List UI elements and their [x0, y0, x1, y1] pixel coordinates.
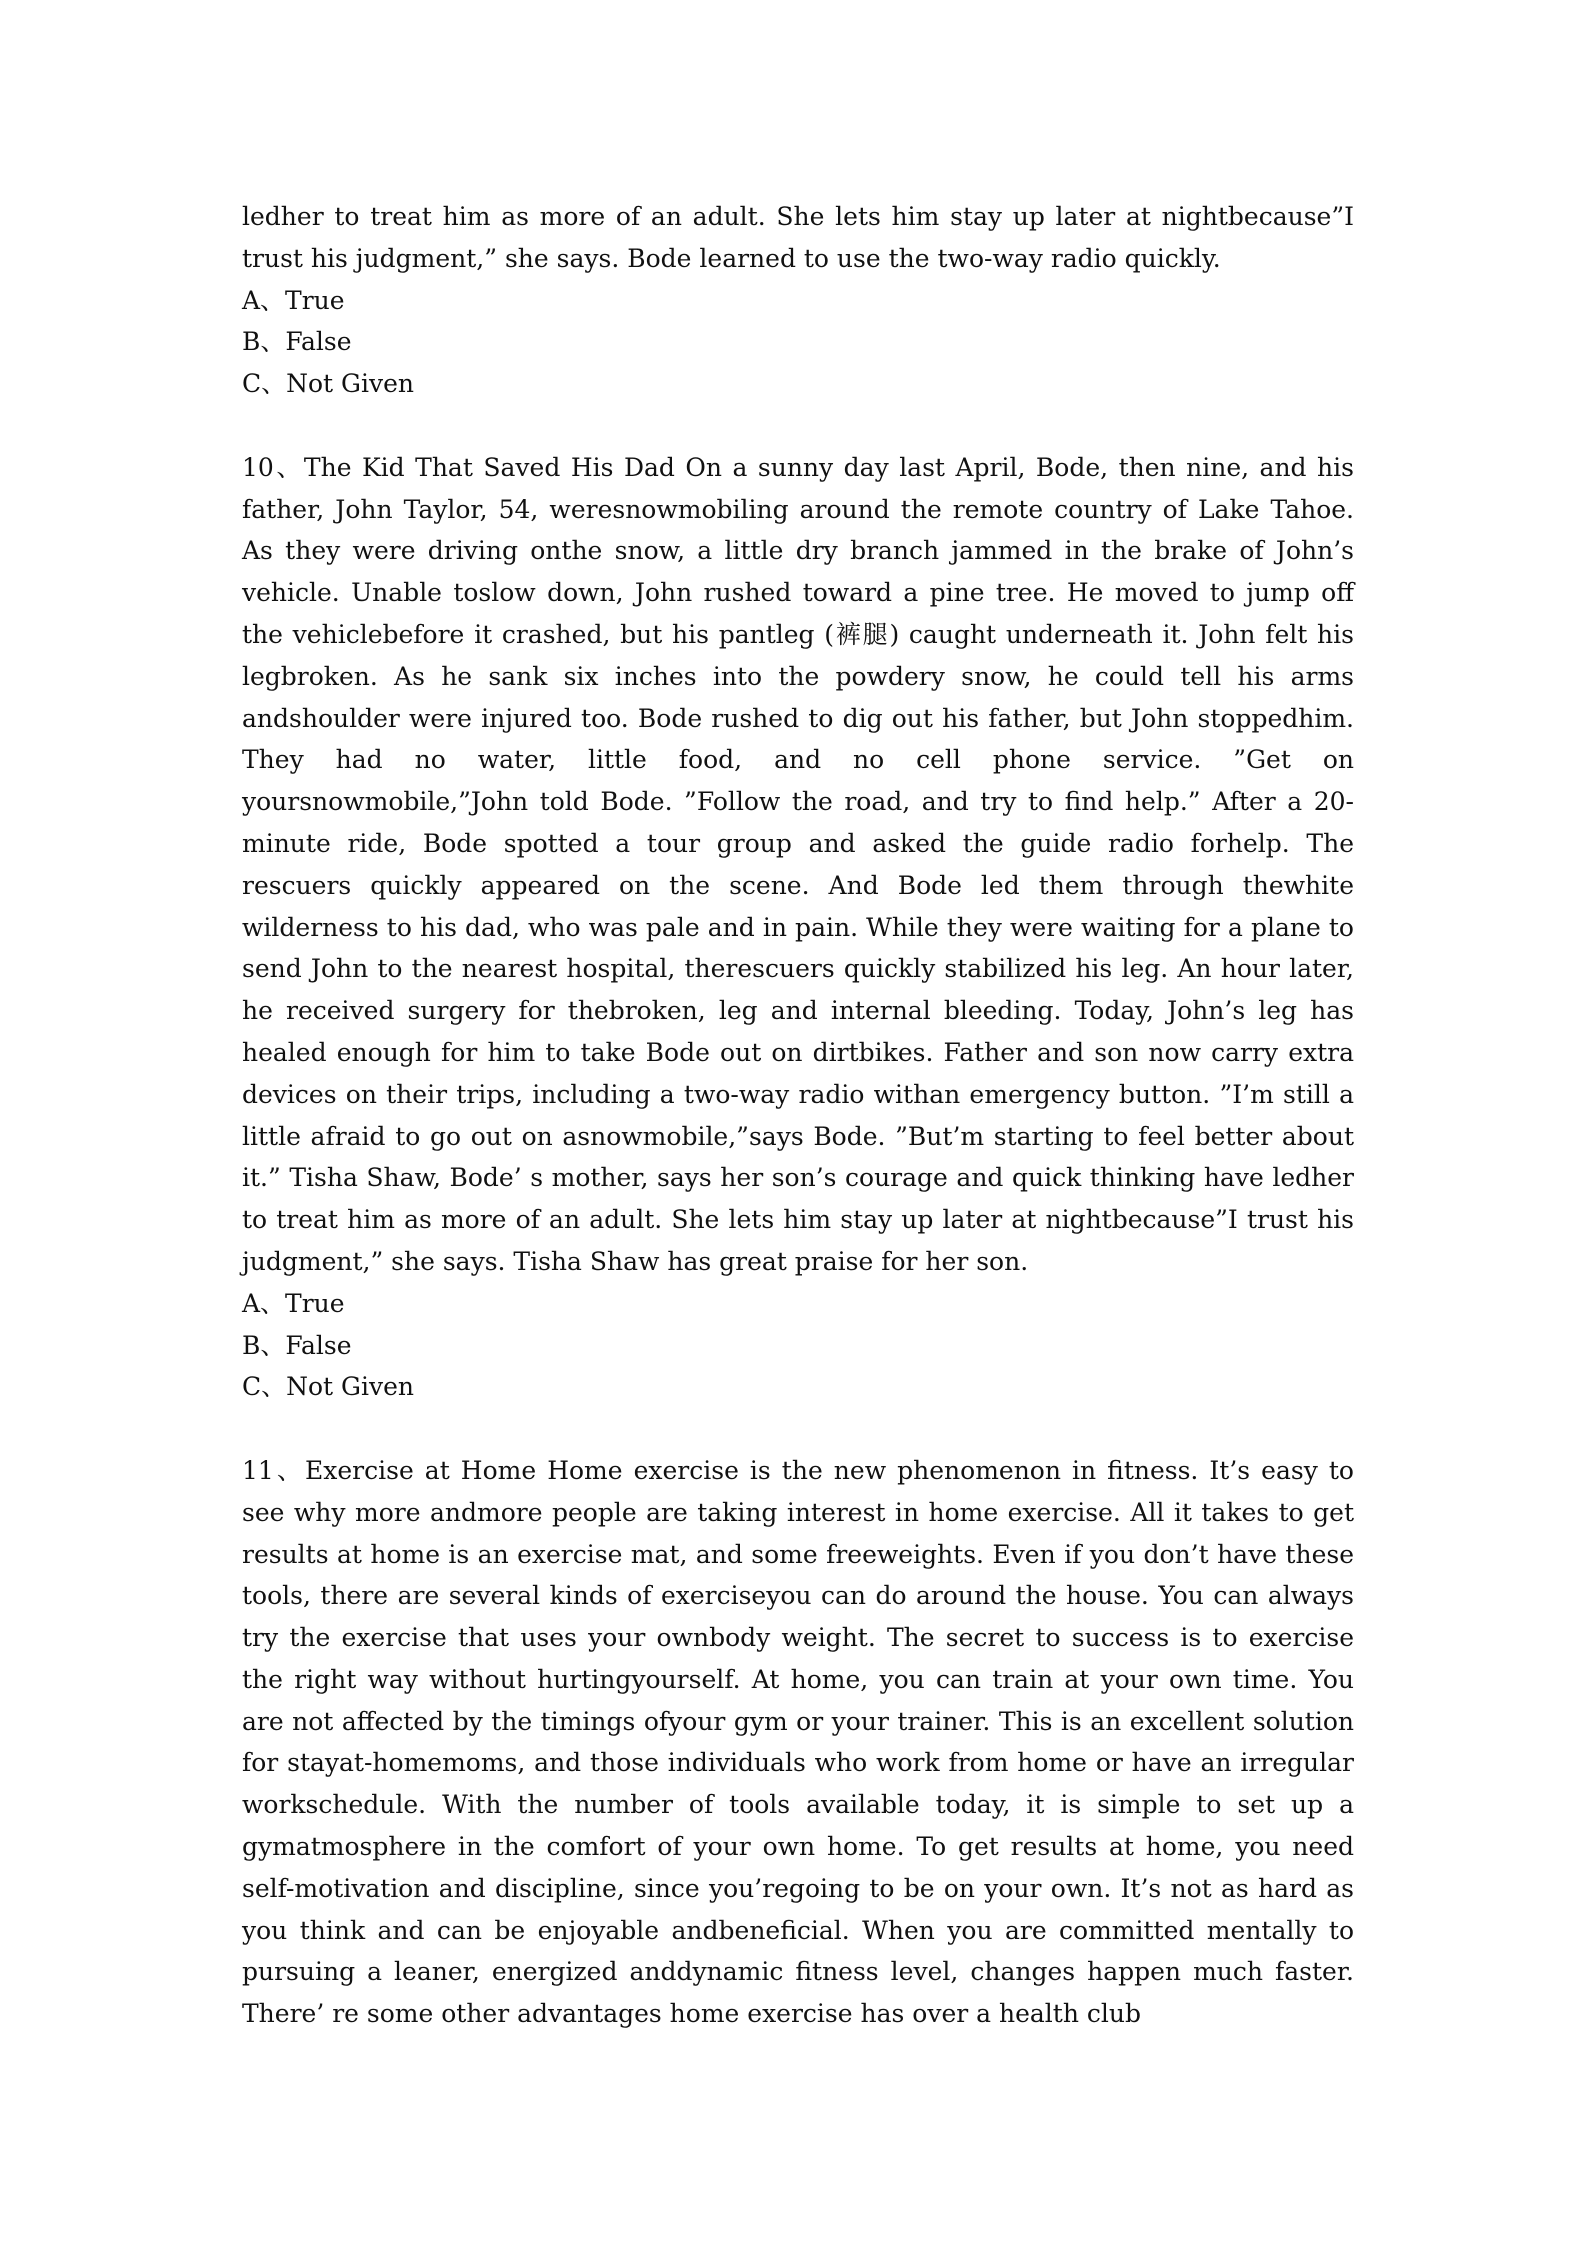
answer-option-c[interactable]: C、Not Given — [242, 1372, 415, 1402]
answer-option-b[interactable]: B、False — [242, 327, 352, 357]
document-page — [242, 196, 1354, 2035]
question-9-continuation — [242, 196, 1354, 405]
answer-option-a[interactable]: A、True — [242, 1288, 345, 1318]
question-text: 11、Exercise at Home Home exercise is the new phenomenon in fitness. It’s easy to see why more andmore people are taking interest in home exercise. All it takes to get results at home is an exercise mat, and some freeweights. Even if you don’t have these tools, there are several kinds of exerciseyou can do around the house. You can always try the exercise that uses your ownbody weight. The secret to success is to exercise the right way without hurtingyourself. At home, you can train at your own time. You are not affected by the timings ofyour gym or your trainer. This is an excellent solution for stayat-homemoms, and those individuals who work from home or have an irregular workschedule. With the number of tools available today, it is simple to set up a gymatmosphere in the comfort of your own home. To get results at home, you need self-motivation and discipline, since you’regoing to be on your own. It’s not as hard as you think and can be enjoyable andbeneficial. When you are committed mentally to pursuing a leaner, energized anddynamic fitness level, changes happen much faster. There’ re some other advantages home exercise has over a health club — [242, 1455, 1354, 2029]
question-text: 10、The Kid That Saved His Dad On a sunny day last April, Bode, then nine, and his father, John Taylor, 54, weresnowmobiling around the remote country of Lake Tahoe. As they were driving onthe snow, a little dry branch jammed in the brake of John’s vehicle. Unable toslow down, John rushed toward a pine tree. He moved to jump off the vehiclebefore it crashed, but his pantleg (裤腿) caught underneath it. John felt his legbroken. As he sank six inches into the powdery snow, he could tell his arms andshoulder were injured too. Bode rushed to dig out his father, but John stoppedhim. They had no water, little food, and no cell phone service. ”Get on yoursnowmobile,”John told Bode. ”Follow the road, and try to find help.” After a 20-minute ride, Bode spotted a tour group and asked the guide radio forhelp. The rescuers quickly appeared on the scene. And Bode led them through thewhite wilderness to his dad, who was pale and in pain. While they were waiting for a plane to send John to the nearest hospital, therescuers quickly stabilized his leg. An hour later, he received surgery for thebroken, leg and internal bleeding. Today, John’s leg has healed enough for him to take Bode out on dirtbikes. Father and son now carry extra devices on their trips, including a two-way radio withan emergency button. ”I’m still a little afraid to go out on asnowmobile,”says Bode. ”But’m starting to feel better about it.” Tisha Shaw, Bode’ s mother, says her son’s courage and quick thinking have ledher to treat him as more of an adult. She lets him stay up later at nightbecause”I trust his judgment,” she says. Tisha Shaw has great praise for her son. — [242, 452, 1354, 1276]
answer-option-b[interactable]: B、False — [242, 1330, 352, 1360]
answer-option-c[interactable]: C、Not Given — [242, 369, 415, 399]
question-text: ledher to treat him as more of an adult. She lets him stay up later at nightbecause”I trust his judgment,” she says. Bode learned to use the two-way radio quickly. — [242, 202, 1354, 273]
answer-option-a[interactable]: A、True — [242, 285, 345, 315]
question-11 — [242, 1450, 1354, 2035]
question-10 — [242, 447, 1354, 1408]
